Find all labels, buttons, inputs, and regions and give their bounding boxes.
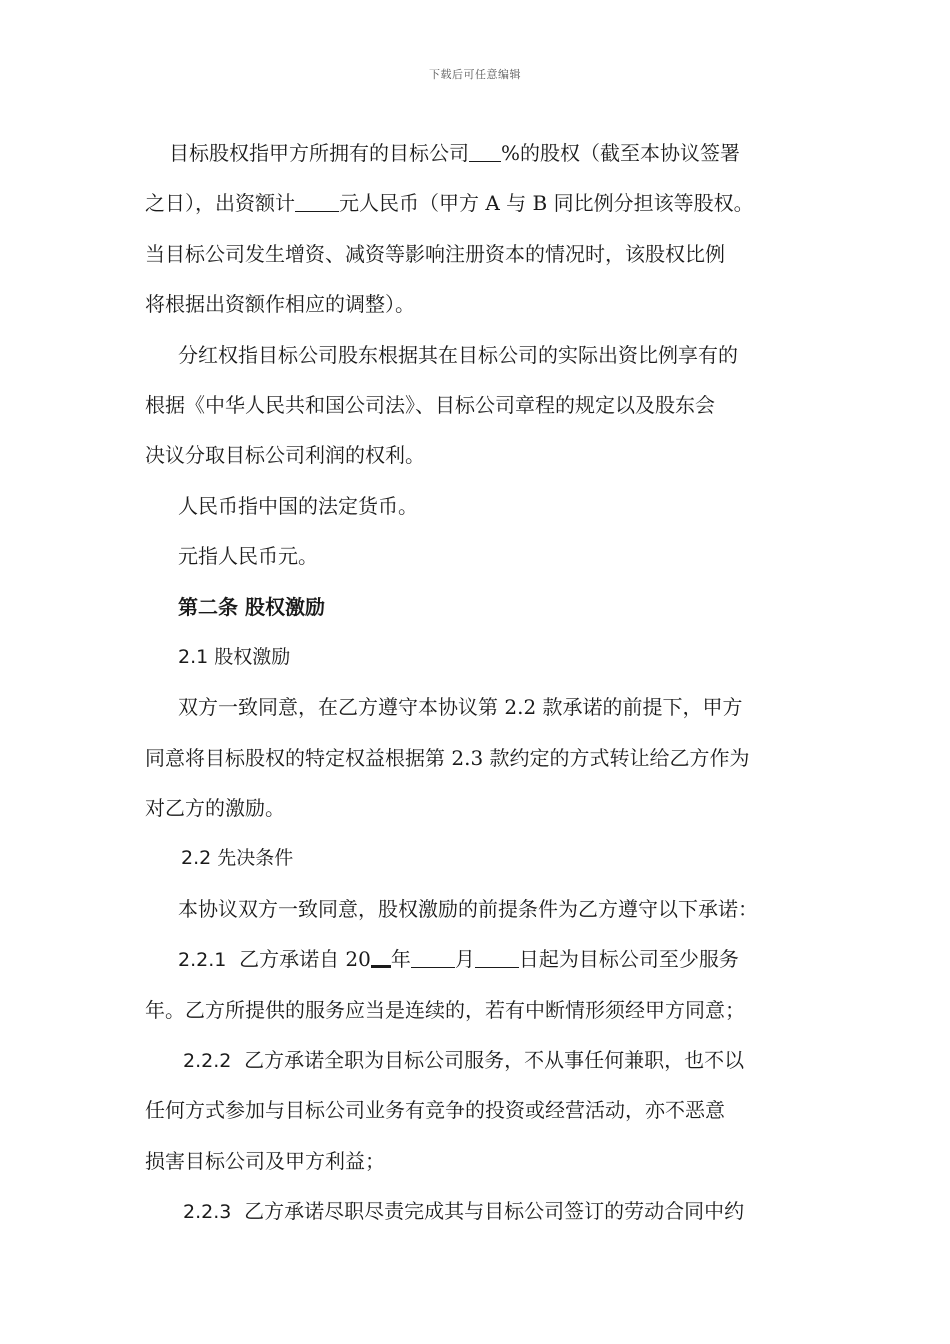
clause-text: 日起为目标公司至少服务 (518, 947, 739, 972)
clause-text: 年 (390, 947, 411, 972)
clause-number: 2.2.1 (178, 949, 227, 972)
section-2-1-line3: 对乙方的激励。 (145, 796, 285, 821)
section-2-2-2-line2: 任何方式参加与目标公司业务有竞争的投资或经营活动，亦不恶意 (145, 1098, 725, 1123)
section-2-2-2-line1 (145, 1038, 810, 1088)
para1-line2 (145, 181, 810, 231)
clause-text: 乙方承诺自 20 (239, 947, 371, 972)
section-2-2-2-line3: 损害目标公司及甲方利益； (145, 1148, 385, 1173)
section-2-2-3-line1 (145, 1189, 810, 1239)
para1-text: 目标股权指甲方所拥有的目标公司 (169, 141, 469, 165)
para1-text: 之日），出资额计 (145, 191, 295, 216)
clause-text: 乙方承诺尽职尽责完成其与目标公司签订的劳动合同中约 (244, 1199, 745, 1224)
para2-line2: 根据《中华人民共和国公司法》、目标公司章程的规定以及股东会 (145, 392, 715, 417)
section-2-1-heading: 2.1 股权激励 (178, 645, 291, 668)
section-2-2-1-line2: 年。乙方所提供的服务应当是连续的，若有中断情形须经甲方同意； (145, 997, 745, 1022)
para1-text: %的股权（截至本协议签署 (501, 141, 741, 165)
percent-blank (469, 141, 501, 162)
section-2-2-1-line1 (145, 937, 810, 987)
month-blank (411, 947, 455, 968)
section-2-1-line1: 双方一致同意，在乙方遵守本协议第 2.2 款承诺的前提下，甲方 (178, 695, 743, 720)
para1-line4: 将根据出资额作相应的调整）。 (145, 292, 415, 317)
section-2-2-intro: 本协议双方一致同意，股权激励的前提条件为乙方遵守以下承诺： (178, 896, 758, 921)
para2-line1: 分红权指目标公司股东根据其在目标公司的实际出资比例享有的 (178, 342, 738, 367)
clause-text: 月 (454, 947, 475, 972)
para1-text: 元人民币（甲方 A 与 B 同比例分担该等股权。 (339, 191, 754, 216)
section-2-1-line2: 同意将目标股权的特定权益根据第 2.3 款约定的方式转让给乙方作为 (145, 745, 750, 770)
para1-line3: 当目标公司发生增资、减资等影响注册资本的情况时，该股权比例 (145, 241, 725, 266)
para2-line3: 决议分取目标公司利润的权利。 (145, 443, 425, 468)
day-blank (475, 947, 519, 968)
year-blank (371, 945, 391, 968)
page-header: 下载后可任意编辑 (429, 68, 521, 81)
amount-blank (295, 191, 339, 212)
clause-number: 2.2.3 (183, 1201, 232, 1224)
clause-number: 2.2.2 (183, 1050, 232, 1073)
article2-title: 第二条 股权激励 (178, 594, 325, 619)
para1-line1 (145, 131, 810, 181)
section-2-2-heading: 2.2 先决条件 (181, 847, 294, 870)
document-body (145, 131, 810, 1240)
clause-text: 乙方承诺全职为目标公司服务，不从事任何兼职，也不以 (244, 1048, 745, 1073)
para3: 人民币指中国的法定货币。 (178, 493, 418, 518)
para4: 元指人民币元。 (178, 544, 318, 569)
